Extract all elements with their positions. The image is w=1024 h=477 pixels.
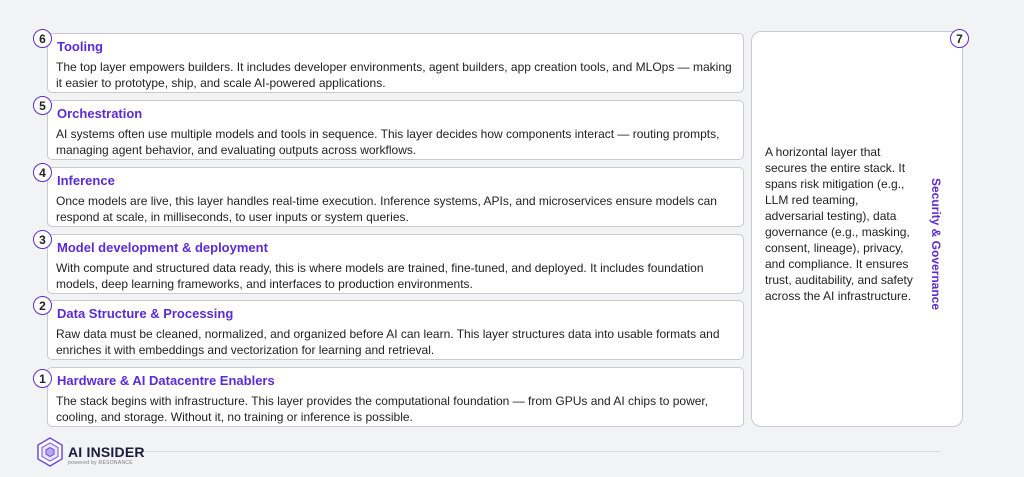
layer-number-badge: 1 bbox=[33, 369, 52, 388]
ai-insider-logo-icon bbox=[36, 437, 64, 467]
layer-number-badge: 5 bbox=[33, 96, 52, 115]
layer-title: Model development & deployment bbox=[57, 240, 268, 255]
brand-tagline: powered by RESONANCE bbox=[68, 460, 133, 466]
layer-description: Raw data must be cleaned, normalized, and organized before AI can learn. This layer structures data into usable formats and enriches it with embeddings and vectorization for learning and retrieval. bbox=[56, 327, 720, 357]
layer-description: AI systems often use multiple models and tools in sequence. This layer decides how components interact — routing prompts, managing agent behavior, and evaluating outputs across workflows. bbox=[56, 127, 720, 157]
layer-number-badge: 2 bbox=[33, 296, 52, 315]
footer-divider bbox=[140, 451, 940, 452]
layer-title: Tooling bbox=[57, 39, 103, 54]
layer-title: Data Structure & Processing bbox=[57, 306, 234, 321]
layer-card-model-development bbox=[47, 234, 744, 294]
governance-number-badge: 7 bbox=[950, 29, 969, 48]
layer-card-orchestration bbox=[47, 100, 744, 160]
layer-title: Orchestration bbox=[57, 106, 143, 121]
layer-number-badge: 6 bbox=[33, 29, 52, 48]
layer-number-badge: 3 bbox=[33, 230, 52, 249]
layer-card-data-structure bbox=[47, 300, 744, 360]
layer-title: Hardware & AI Datacentre Enablers bbox=[57, 373, 275, 388]
layer-description: The stack begins with infrastructure. This layer provides the computational foundation — from GPUs and AI chips to power, cooling, and storage. Without it, no training or inference is possible. bbox=[56, 394, 709, 424]
layer-card-hardware bbox=[47, 367, 744, 427]
brand-name: AI INSIDER bbox=[68, 444, 145, 460]
layer-title: Inference bbox=[57, 173, 115, 188]
layer-description: With compute and structured data ready, this is where models are trained, fine-tuned, and deployed. It includes foundation models, deep learning frameworks, and interfaces to production environments. bbox=[56, 261, 704, 291]
governance-description: A horizontal layer that secures the entire stack. It spans risk mitigation (e.g., LLM red teaming, adversarial testing), data governance (e.g., masking, consent, lineage), privacy, and compliance. It ensures trust, auditability, and safety across the AI infrastructure. bbox=[765, 145, 913, 303]
governance-title: Security & Governance bbox=[929, 177, 943, 311]
layer-card-tooling bbox=[47, 33, 744, 93]
layer-number-badge: 4 bbox=[33, 163, 52, 182]
layer-description: Once models are live, this layer handles real-time execution. Inference systems, APIs, and microservices ensure models can respond at scale, in milliseconds, to user inputs or system queries. bbox=[56, 194, 717, 224]
layer-description: The top layer empowers builders. It includes developer environments, agent builders, app creation tools, and MLOps — making it easier to prototype, ship, and scale AI-powered applications. bbox=[56, 60, 732, 90]
governance-card bbox=[751, 31, 963, 427]
layer-card-inference bbox=[47, 167, 744, 227]
